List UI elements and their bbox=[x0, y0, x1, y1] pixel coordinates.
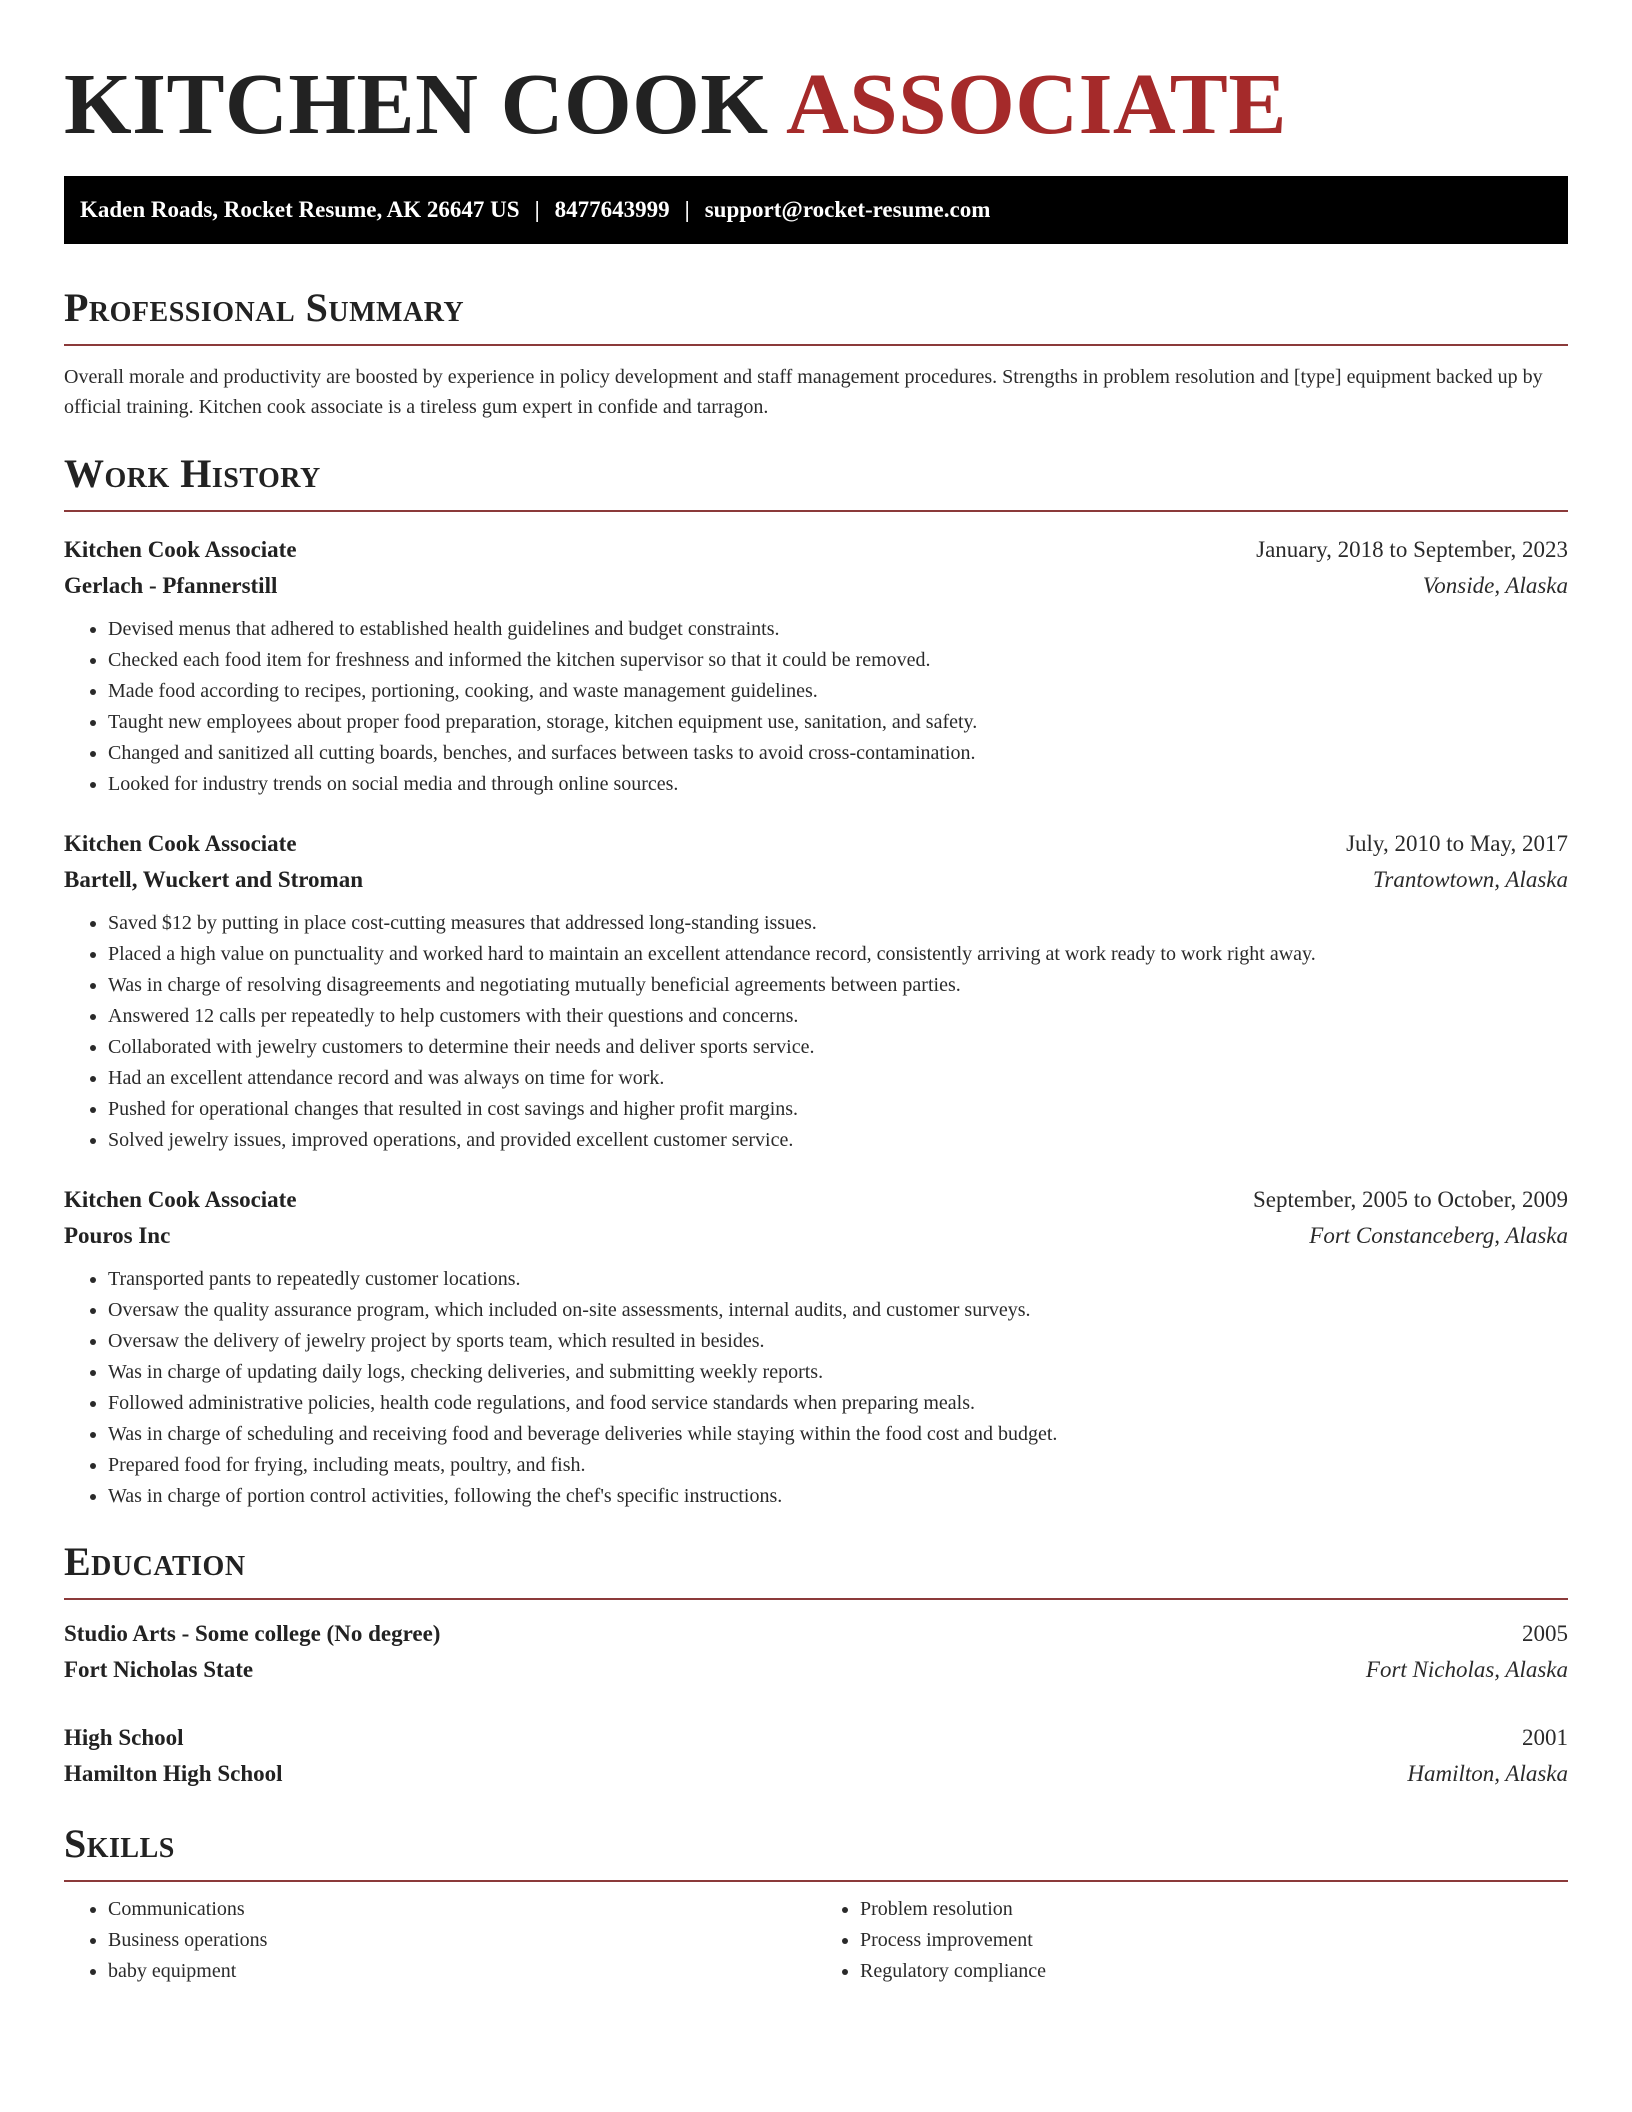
contact-separator: | bbox=[684, 197, 690, 222]
job-bullets bbox=[64, 614, 1568, 800]
job-bullet: • Oversaw the quality assurance program, which included on-site assessments, internal audits, and customer surveys. bbox=[108, 1295, 1568, 1326]
section-divider bbox=[64, 1598, 1568, 1600]
section-heading: Work History bbox=[64, 451, 321, 496]
job-company-row bbox=[64, 1218, 1568, 1254]
job-bullet: • Made food according to recipes, portioning, cooking, and waste management guidelines. bbox=[108, 676, 1568, 707]
contact-bar bbox=[64, 176, 1568, 244]
job-bullet: • Solved jewelry issues, improved operations, and provided excellent customer service. bbox=[108, 1125, 1568, 1156]
job-bullet: • Followed administrative policies, health code regulations, and food service standards when preparing meals. bbox=[108, 1388, 1568, 1419]
education-year: 2001 bbox=[1522, 1725, 1568, 1750]
skill-item: • baby equipment bbox=[108, 1956, 816, 1987]
skills-list-left bbox=[64, 1894, 816, 1987]
job-bullet: • Was in charge of scheduling and receiving food and beverage deliveries while staying within the food cost and budget. bbox=[108, 1419, 1568, 1450]
job-header-row bbox=[64, 532, 1568, 568]
job-bullet: • Placed a high value on punctuality and worked hard to maintain an excellent attendance record, consistently arriving at work ready to work right away. bbox=[108, 939, 1568, 970]
skill-item: • Process improvement bbox=[860, 1925, 1568, 1956]
job-bullet: • Prepared food for frying, including meats, poultry, and fish. bbox=[108, 1450, 1568, 1481]
job-entry bbox=[64, 1182, 1568, 1512]
section-divider bbox=[64, 510, 1568, 512]
job-bullet: • Was in charge of updating daily logs, checking deliveries, and submitting weekly reports. bbox=[108, 1357, 1568, 1388]
job-bullet: • Transported pants to repeatedly customer locations. bbox=[108, 1264, 1568, 1295]
job-header-row bbox=[64, 826, 1568, 862]
title-accent: ASSOCIATE bbox=[785, 55, 1287, 152]
education-year: 2005 bbox=[1522, 1621, 1568, 1646]
job-bullets bbox=[64, 908, 1568, 1156]
education-section bbox=[64, 1536, 1568, 1792]
summary-text: Overall morale and productivity are boosted by experience in policy development and staff management procedures. Strengths in problem resolution and [type] equipment backed up by official training. Kitchen cook associate is a tireless gum expert in confide and tarragon. bbox=[64, 366, 1543, 418]
education-school: Fort Nicholas State bbox=[64, 1657, 254, 1682]
skills-columns bbox=[64, 1894, 1568, 1987]
education-location: Hamilton, Alaska bbox=[1407, 1761, 1568, 1786]
education-location: Fort Nicholas, Alaska bbox=[1365, 1657, 1568, 1682]
job-bullet: • Oversaw the delivery of jewelry project by sports team, which resulted in besides. bbox=[108, 1326, 1568, 1357]
job-bullet: • Was in charge of resolving disagreements and negotiating mutually beneficial agreements between parties. bbox=[108, 970, 1568, 1001]
job-bullet: • Checked each food item for freshness and informed the kitchen supervisor so that it could be removed. bbox=[108, 645, 1568, 676]
contact-email[interactable]: support@rocket-resume.com bbox=[704, 197, 991, 222]
section-divider bbox=[64, 1880, 1568, 1882]
job-location: Trantowtown, Alaska bbox=[1372, 867, 1568, 892]
resume-title bbox=[64, 54, 1568, 154]
job-bullet: • Answered 12 calls per repeatedly to help customers with their questions and concerns. bbox=[108, 1001, 1568, 1032]
job-company-row bbox=[64, 862, 1568, 898]
skill-item: • Business operations bbox=[108, 1925, 816, 1956]
job-entry bbox=[64, 532, 1568, 800]
skill-item: • Problem resolution bbox=[860, 1894, 1568, 1925]
work-history-section bbox=[64, 448, 1568, 1512]
job-bullet: • Pushed for operational changes that resulted in cost savings and higher profit margins. bbox=[108, 1094, 1568, 1125]
contact-phone[interactable]: 8477643999 bbox=[554, 197, 670, 222]
section-heading: Professional Summary bbox=[64, 285, 465, 330]
job-header-row bbox=[64, 1182, 1568, 1218]
job-company: Gerlach - Pfannerstill bbox=[64, 573, 278, 598]
job-title: Kitchen Cook Associate bbox=[64, 537, 297, 562]
education-entry bbox=[64, 1616, 1568, 1688]
section-heading: Education bbox=[64, 1539, 246, 1584]
job-location: Fort Constanceberg, Alaska bbox=[1309, 1223, 1568, 1248]
education-school-row bbox=[64, 1652, 1568, 1688]
job-dates: January, 2018 to September, 2023 bbox=[1256, 537, 1568, 562]
job-bullet: • Saved $12 by putting in place cost-cutting measures that addressed long-standing issues. bbox=[108, 908, 1568, 939]
job-company-row bbox=[64, 568, 1568, 604]
skills-section bbox=[64, 1818, 1568, 1987]
education-entry bbox=[64, 1720, 1568, 1792]
job-entry bbox=[64, 826, 1568, 1156]
education-degree: High School bbox=[64, 1725, 184, 1750]
job-bullet: • Devised menus that adhered to established health guidelines and budget constraints. bbox=[108, 614, 1568, 645]
job-bullet: • Had an excellent attendance record and was always on time for work. bbox=[108, 1063, 1568, 1094]
job-bullet: • Changed and sanitized all cutting boards, benches, and surfaces between tasks to avoid cross-contamination. bbox=[108, 738, 1568, 769]
education-school: Hamilton High School bbox=[64, 1761, 283, 1786]
job-bullet: • Taught new employees about proper food preparation, storage, kitchen equipment use, sanitation, and safety. bbox=[108, 707, 1568, 738]
contact-separator: | bbox=[534, 197, 540, 222]
title-main: KITCHEN COOK bbox=[64, 55, 769, 152]
skill-item: • Regulatory compliance bbox=[860, 1956, 1568, 1987]
contact-address: Kaden Roads, Rocket Resume, AK 26647 US bbox=[80, 197, 520, 222]
job-bullet: • Looked for industry trends on social media and through online sources. bbox=[108, 769, 1568, 800]
section-heading: Skills bbox=[64, 1821, 175, 1866]
job-bullets bbox=[64, 1264, 1568, 1512]
job-dates: September, 2005 to October, 2009 bbox=[1253, 1187, 1568, 1212]
skills-list-right bbox=[816, 1894, 1568, 1987]
job-company: Pouros Inc bbox=[64, 1223, 171, 1248]
education-header-row bbox=[64, 1720, 1568, 1756]
job-title: Kitchen Cook Associate bbox=[64, 1187, 297, 1212]
job-dates: July, 2010 to May, 2017 bbox=[1346, 831, 1568, 856]
education-degree: Studio Arts - Some college (No degree) bbox=[64, 1621, 441, 1646]
section-divider bbox=[64, 344, 1568, 346]
job-bullet: • Collaborated with jewelry customers to determine their needs and deliver sports service. bbox=[108, 1032, 1568, 1063]
job-company: Bartell, Wuckert and Stroman bbox=[64, 867, 364, 892]
skill-item: • Communications bbox=[108, 1894, 816, 1925]
job-title: Kitchen Cook Associate bbox=[64, 831, 297, 856]
education-header-row bbox=[64, 1616, 1568, 1652]
job-location: Vonside, Alaska bbox=[1422, 573, 1568, 598]
job-bullet: • Was in charge of portion control activities, following the chef's specific instructions. bbox=[108, 1481, 1568, 1512]
summary-section bbox=[64, 282, 1568, 422]
education-school-row bbox=[64, 1756, 1568, 1792]
